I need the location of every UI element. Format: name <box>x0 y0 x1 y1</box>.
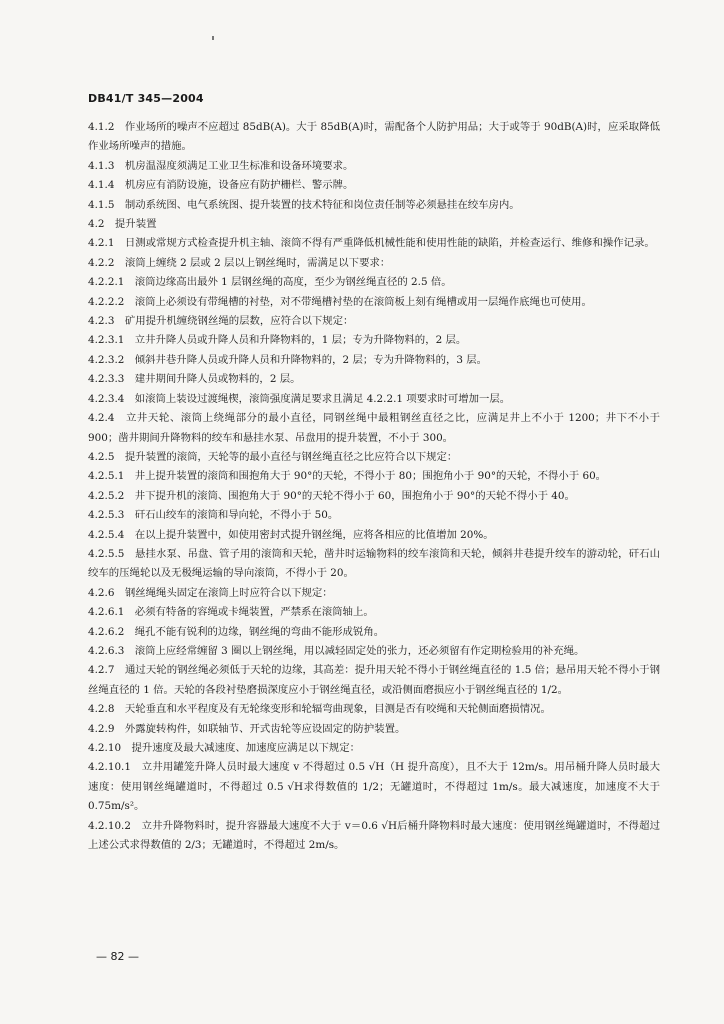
standard-code: DB41/T 345—2004 <box>88 92 204 105</box>
clause-4-2-3-3: 4.2.3.3 建井期间升降人员或物料的，2 层。 <box>88 373 301 386</box>
clause-4-2-5-4: 4.2.5.4 在以上提升装置中，如使用密封式提升钢丝绳，应将各相应的比值增加 20%。 <box>88 528 494 541</box>
clause-4-2-10-1: 4.2.10.1 立井用罐笼升降人员时最大速度 v 不得超过 0.5 √H（H 提升高度），且不大于 12m/s。用吊桶升降人员时最大速度：使用钢丝绳罐道时，不得超过 0.5 √H求得数值的 1/2；无罐道时，不得超过 1m/s。最大减速度，加速度不大于 0.75m/s²。 <box>88 761 660 813</box>
clause-4-2-2: 4.2.2 滚筒上缠绕 2 层或 2 层以上钢丝绳时，需满足以下要求： <box>88 256 391 269</box>
clause-4-2-3-1: 4.2.3.1 立井升降人员或升降人员和升降物料的，1 层；专为升降物料的，2 层。 <box>88 334 467 347</box>
clause-4-2-2-1: 4.2.2.1 滚筒边缘高出最外 1 层钢丝绳的高度，至少为钢丝绳直径的 2.5 倍。 <box>88 276 452 289</box>
clause-4-2-7: 4.2.7 通过天轮的钢丝绳必须低于天轮的边缘，其高差：提升用天轮不得小于钢丝绳直径的 1.5 倍；悬吊用天轮不得小于钢丝绳直径的 1 倍。天轮的各段衬垫磨损深度应小于钢丝绳直径，或沿侧面磨损应小于钢丝绳直径的 1/2。 <box>88 664 660 696</box>
clause-4-2-6-2: 4.2.6.2 绳孔不能有锐利的边缘，钢丝绳的弯曲不能形成锐角。 <box>88 625 385 638</box>
clause-4-2-10-2: 4.2.10.2 立井升降物料时，提升容器最大速度不大于 v＝0.6 √H后桶升降物料时最大速度：使用钢丝绳罐道时，不得超过上述公式求得数值的 2/3；无罐道时，不得超过 2m/s。 <box>88 819 660 852</box>
clause-4-2-6-3: 4.2.6.3 滚筒上应经常缠留 3 圈以上钢丝绳，用以减轻固定处的张力，还必须留有作定期检验用的补充绳。 <box>88 644 585 657</box>
clause-4-2-3: 4.2.3 矿用提升机缠绕钢丝绳的层数，应符合以下规定： <box>88 315 354 328</box>
clause-4-2-5-3: 4.2.5.3 矸石山绞车的滚筒和导向轮，不得小于 50。 <box>88 509 339 522</box>
clause-4-2-9: 4.2.9 外露旋转构件，如联轴节、开式齿轮等应设固定的防护装置。 <box>88 722 406 735</box>
clause-4-2-6: 4.2.6 钢丝绳绳头固定在滚筒上时应符合以下规定： <box>88 586 333 599</box>
clause-4-1-2: 4.1.2 作业场所的噪声不应超过 85dB(A)。大于 85dB(A)时，需配备个人防护用品；大于或等于 90dB(A)时，应采取降低作业场所噪声的措施。 <box>88 121 660 153</box>
clause-4-2-6-1: 4.2.6.1 必须有特备的容绳或卡绳装置，严禁系在滚筒轴上。 <box>88 606 374 619</box>
clause-4-2-8: 4.2.8 天轮垂直和水平程度及有无轮缘变形和轮辐弯曲现象，目测是否有咬绳和天轮侧面磨损情况。 <box>88 703 551 716</box>
clause-4-2-2-2: 4.2.2.2 滚筒上必须设有带绳槽的衬垫，对不带绳槽衬垫的在滚筒板上刻有绳槽或用一层绳作底绳也可使用。 <box>88 295 592 308</box>
document-body <box>88 118 660 855</box>
clause-4-2-1: 4.2.1 日测或常规方式检查提升机主轴、滚筒不得有严重降低机械性能和使用性能的缺陷，并检查运行、维修和操作记录。 <box>88 237 655 250</box>
clause-4-2-5-2: 4.2.5.2 井下提升机的滚筒、围抱角大于 90°的天轮不得小于 60，围抱角小于 90°的天轮不得小于 40。 <box>88 489 575 502</box>
clause-4-2-5: 4.2.5 提升装置的滚筒，天轮等的最小直径与钢丝绳直径之比应符合以下规定： <box>88 450 458 463</box>
clause-4-1-3: 4.1.3 机房温湿度须满足工业卫生标准和设备环境要求。 <box>88 159 354 172</box>
page-number: — 82 — <box>96 950 139 963</box>
clause-4-1-4: 4.1.4 机房应有消防设施，设备应有防护栅栏、警示牌。 <box>88 179 354 192</box>
clause-4-1-5: 4.1.5 制动系统图、电气系统图、提升装置的技术特征和岗位责任制等必须悬挂在绞车房内。 <box>88 198 520 211</box>
clause-4-2-5-1: 4.2.5.1 井上提升装置的滚筒和围抱角大于 90°的天轮，不得小于 80；围抱角小于 90°的天轮，不得小于 60。 <box>88 470 607 483</box>
clause-4-2-3-2: 4.2.3.2 倾斜井巷升降人员或升降人员和升降物料的，2 层；专为升降物料的，3 层。 <box>88 353 488 366</box>
scan-mark <box>212 36 214 40</box>
clause-4-2-5-5: 4.2.5.5 悬挂水泵、吊盘、管子用的滚筒和天轮，凿井时运输物料的绞车滚筒和天轮，倾斜井巷提升绞车的游动轮，矸石山绞车的压绳轮以及无极绳运输的导向滚筒，不得小于 20。 <box>88 547 660 580</box>
clause-4-2-10: 4.2.10 提升速度及最大减速度、加速度应满足以下规定： <box>88 742 361 754</box>
clause-4-2-3-4: 4.2.3.4 如滚筒上装设过渡绳楔，滚筒强度满足要求且满足 4.2.2.1 项要求时可增加一层。 <box>88 392 511 405</box>
section-4-2-heading: 4.2 提升装置 <box>88 218 157 231</box>
clause-4-2-4: 4.2.4 立井天轮、滚筒上绕绳部分的最小直径，同钢丝绳中最粗钢丝直径之比，应满足井上不小于 1200；井下不小于 900；凿井期间升降物料的绞车和悬挂水泵、吊盘用的提升装置，不小于 300。 <box>88 412 660 444</box>
